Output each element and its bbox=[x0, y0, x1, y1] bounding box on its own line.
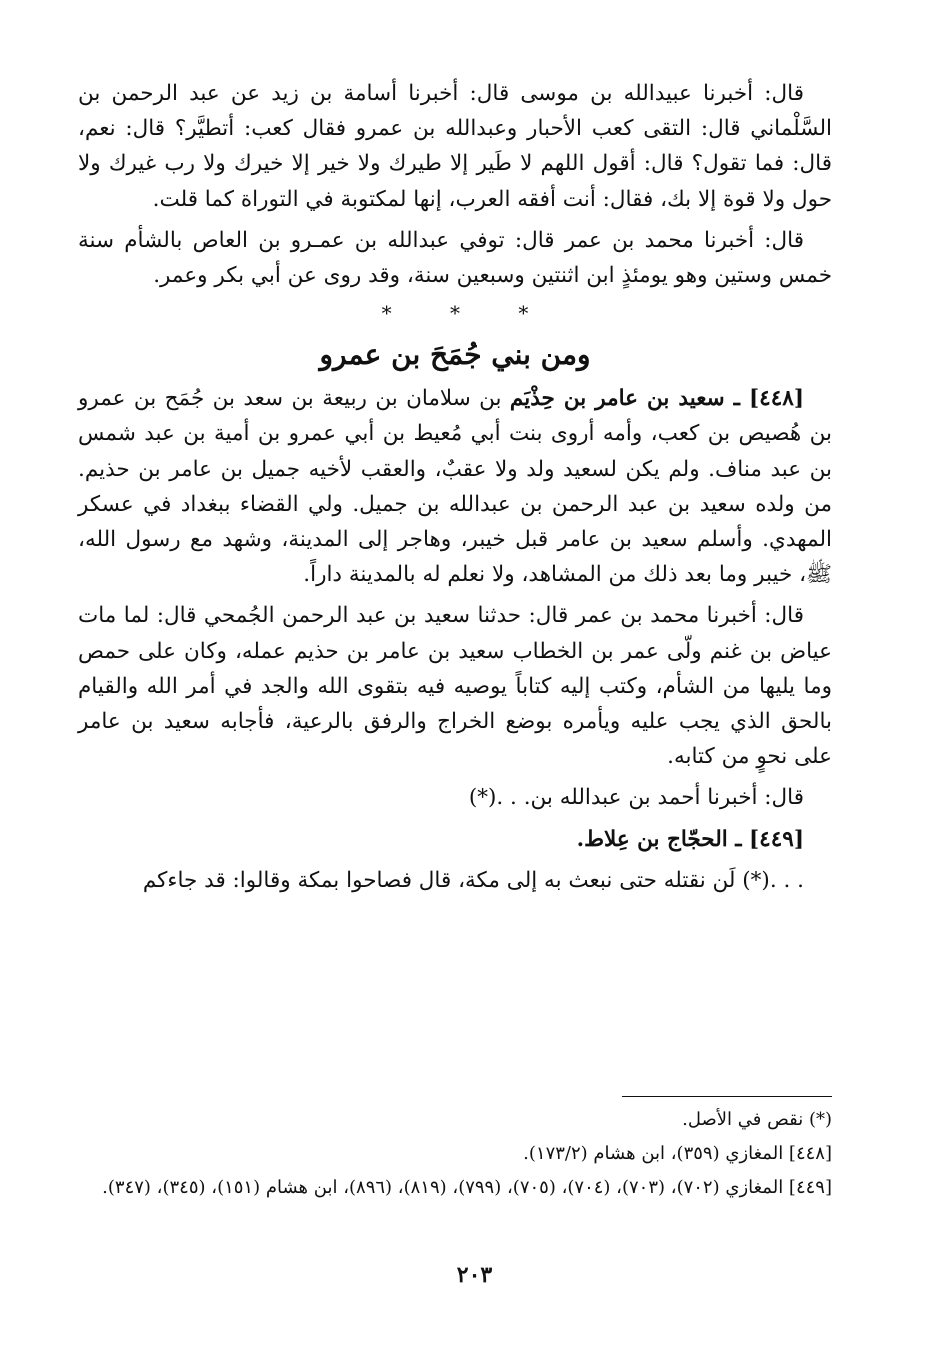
paragraph-death-abdullah: قال: أخبرنا محمد بن عمر قال: توفي عبدالله بن عمـرو بن العاص بالشأم سنة خمس وستين وهو يومئذٍ ابن اثنتين وسبعين سنة، وقد روى عن أبي بكر وعمر. bbox=[78, 227, 832, 289]
page-body bbox=[78, 76, 832, 904]
footnote-lacuna: (*) نقص في الأصل. bbox=[682, 1109, 832, 1130]
page-number: ٢٠٣ bbox=[456, 1262, 493, 1288]
paragraph-homs-governor: قال: أخبرنا محمد بن عمر قال: حدثنا سعيد بن عبد الرحمن الجُمحي قال: لما مات عياض بن غنم ولّى عمر بن الخطاب سعيد بن عامر بن حذيم عمله، وكان على حمص وما يليها من الشأم، وكتب إليه كتاباً يوصيه فيه بتقوى الله والجد في أمر الله والقيام بالحق الذي يجب عليه ويأمره بوضع الخراج والرفق بالرعية، فأجابه سعيد بن عامر على نحوٍ من كتابه. bbox=[78, 603, 832, 770]
section-separator: * * * bbox=[381, 301, 529, 326]
footnote-divider bbox=[622, 1096, 832, 1097]
entry-449-title: [٤٤٩] ـ الحجّاج بن عِلاط. bbox=[576, 826, 804, 852]
entry-448-text: بن سلامان بن ربيعة بن سعد بن جُمَح بن عمرو بن هُصيص بن كعب، وأمه أروى بنت أبي مُعيط بن أبي عمرو بن أمية بن عبد شمس بن عبد مناف. ولم يكن لسعيد ولد ولا عقبٌ، والعقب لأخيه جميل بن عامر بن حذيم. من ولده سعيد بن عبد الرحمن بن عبدالله بن جميل. ولي القضاء ببغداد في عسكر المهدي. وأسلم سعيد بن عامر قبل خيبر، وهاجر إلى المدينة، وشهد مع رسول الله، ﷺ، خيبر وما بعد ذلك من المشاهد، ولا نعلم له بالمدينة داراً. bbox=[78, 386, 832, 588]
entry-448 bbox=[78, 381, 832, 592]
footnotes bbox=[78, 1096, 832, 1205]
paragraph-kaab-tatayyur: قال: أخبرنا عبيدالله بن موسى قال: أخبرنا أسامة بن زيد عن عبد الرحمن بن السَّلْماني قال: التقى كعب الأحبار وعبدالله بن عمرو فقال كعب: أتطيَّر؟ قال: نعم، قال: فما تقول؟ قال: أقول اللهم لا طَير إلا طيرك ولا خير إلا خيرك ولا رب غيرك ولا حول ولا قوة إلا بك، فقال: أنت أفقه العرب، إنها لمكتوبة في التوراة كما قلت. bbox=[78, 81, 832, 212]
footnote-448: [٤٤٨] المغازي (٣٥٩)، ابن هشام (١٧٣/٢). bbox=[523, 1143, 832, 1164]
paragraph-continuation: . . .(*) لَن نقتله حتى نبعث به إلى مكة، قال فصاحوا بمكة وقالوا: قد جاءكم bbox=[142, 867, 804, 893]
section-heading: ومن بني جُمَحَ بن عمرو bbox=[319, 338, 591, 372]
entry-448-title: [٤٤٨] ـ سعيد بن عامر بن حِذْيَم bbox=[509, 386, 804, 412]
paragraph-ahmad-lacuna: قال: أخبرنا أحمد بن عبدالله بن. . .(*) bbox=[468, 785, 804, 811]
footnote-449: [٤٤٩] المغازي (٧٠٢)، (٧٠٣)، (٧٠٤)، (٧٠٥)، (٧٩٩)، (٨١٩)، (٨٩٦)، ابن هشام (١٥١)، (٣٤٥)، (٣٤٧). bbox=[102, 1177, 832, 1198]
entry-449 bbox=[78, 822, 832, 857]
